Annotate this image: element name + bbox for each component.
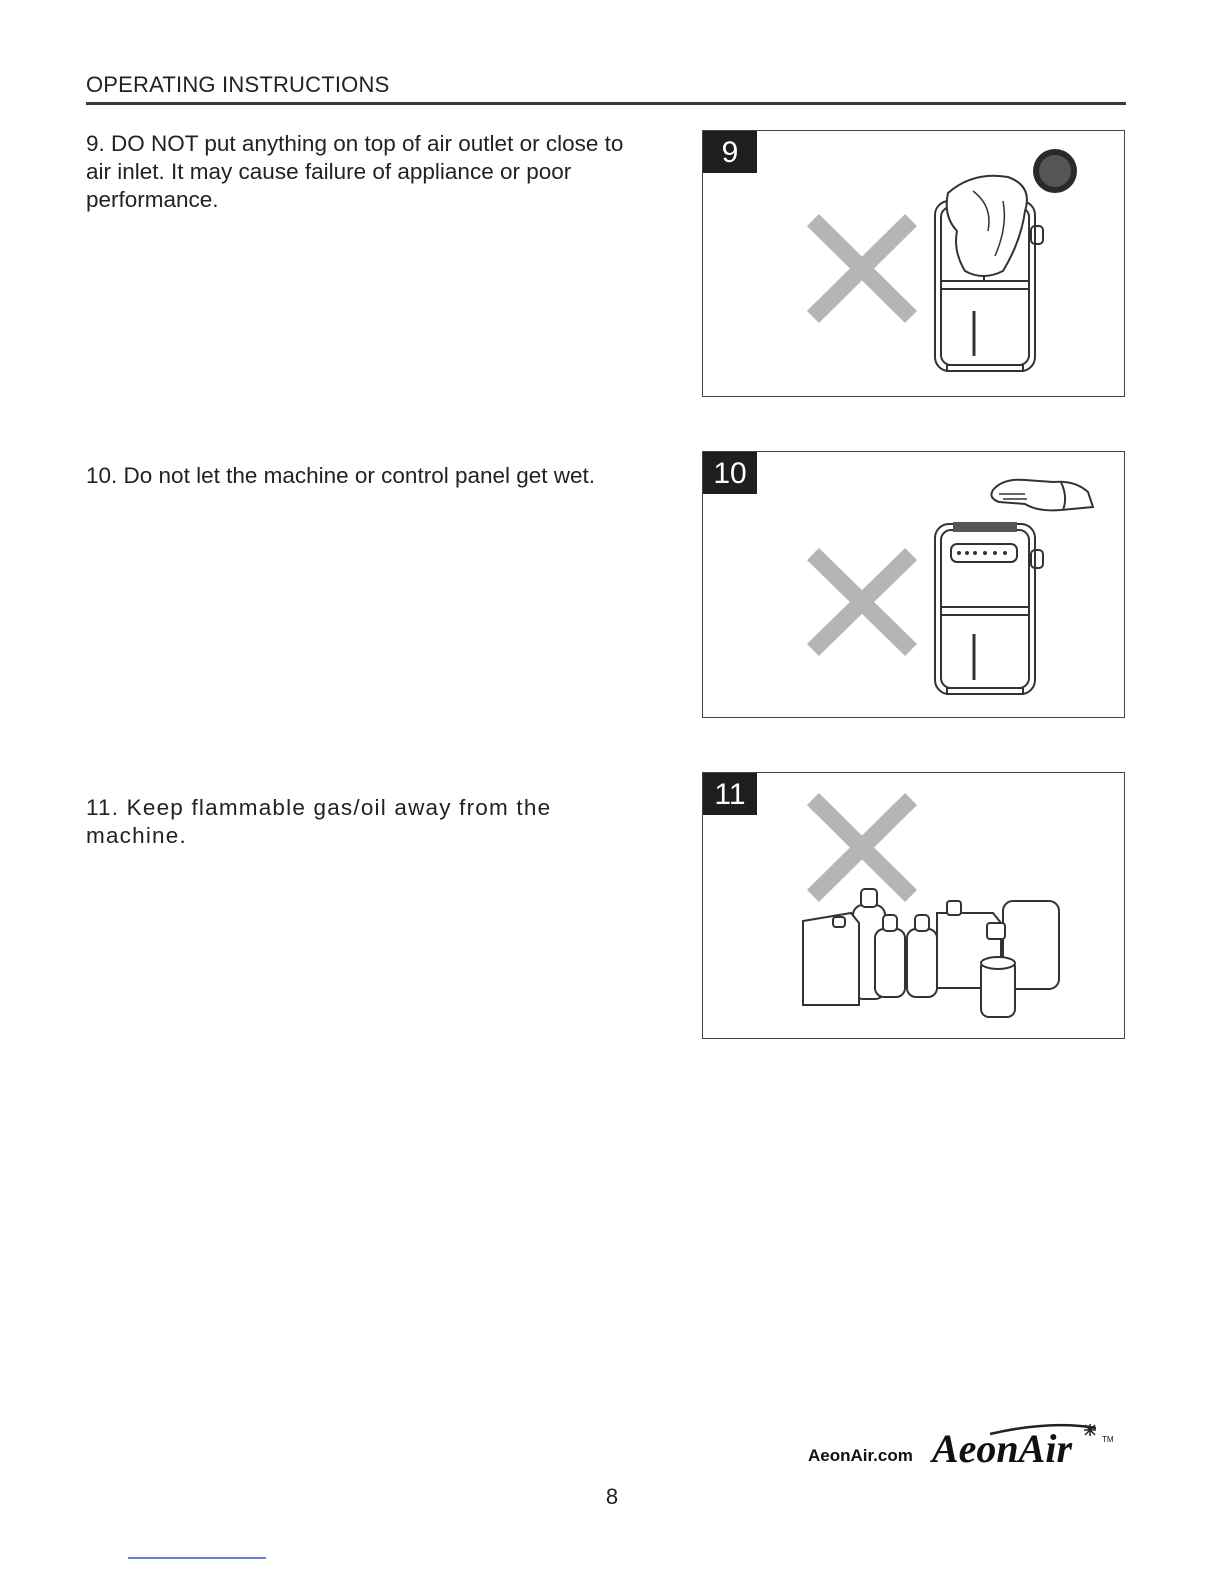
aeonair-logo <box>930 1420 1130 1475</box>
logo-wordmark: AeonAir <box>932 1426 1073 1470</box>
prohibited-cross-icon <box>819 226 905 311</box>
trademark-mark: TM <box>1102 1435 1114 1444</box>
prohibited-cross-icon <box>819 805 905 890</box>
page-header: OPERATING INSTRUCTIONS <box>86 72 1126 105</box>
prohibited-cross-icon <box>819 560 905 644</box>
figure-number-badge: 9 <box>703 131 757 173</box>
instruction-11-text: 11. Keep flammable gas/oil away from the machine. <box>86 795 552 848</box>
instruction-10-text: 10. Do not let the machine or control panel get wet. <box>86 463 596 488</box>
instruction-9-text: 9. DO NOT put anything on top of air outlet or close to air inlet. It may cause failure of appliance or poor performance. <box>86 131 624 212</box>
snowflake-icon <box>1084 1424 1096 1436</box>
figure-9 <box>702 130 1125 397</box>
page-number: 8 <box>605 1484 619 1509</box>
figure-number-badge: 11 <box>703 773 757 815</box>
wet-hand-dehumidifier-icon <box>703 452 1126 719</box>
figure-number-badge: 10 <box>703 452 757 494</box>
covered-outlet-dehumidifier-icon <box>703 131 1126 398</box>
figure-10 <box>702 451 1125 718</box>
footer-website: AeonAir.com <box>808 1446 913 1465</box>
figure-11 <box>702 772 1125 1039</box>
flammable-containers-icon <box>703 773 1126 1040</box>
decorative-rule <box>128 1557 266 1559</box>
